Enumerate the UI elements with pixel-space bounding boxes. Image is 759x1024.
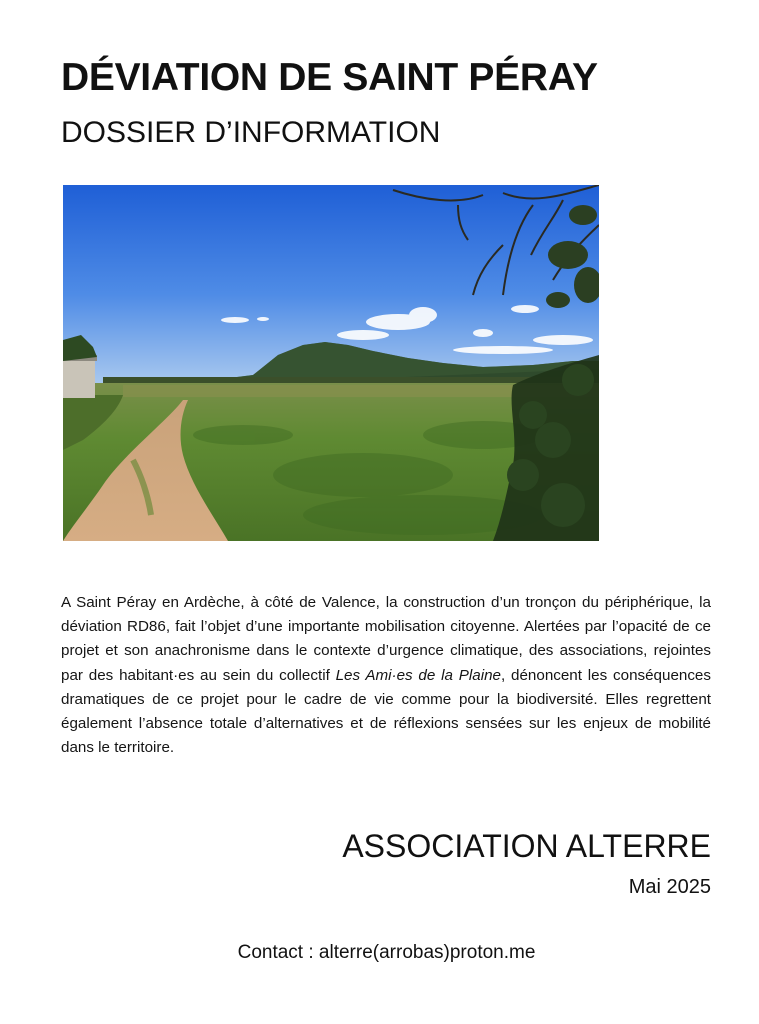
publication-date: Mai 2025 — [628, 876, 711, 898]
document-subtitle: DOSSIER D’INFORMATION — [61, 116, 441, 149]
collective-name: Les Ami·es de la Plaine — [335, 666, 501, 684]
intro-text-part1: A Saint Péray en Ardèche, à côté de Valence, la construction d’un tronçon du périphérique, la déviation RD86, fait l’objet d’une importante mobilisation citoyenne. Alertées par l’opacité de ce projet et son anachronisme dans le contexte d’urgence climatique, des associations, rejointes par des habitant·es au sein du collectif — [61, 594, 711, 684]
contact-email[interactable]: alterre(arrobas)proton.me — [318, 942, 536, 963]
intro-paragraph — [61, 591, 711, 760]
contact-label: Contact : — [237, 942, 319, 963]
cover-photo — [63, 185, 599, 541]
contact-line — [0, 940, 759, 966]
intro-text-part2: , dénoncent les conséquences dramatiques de ce projet pour le cadre de vie comme pour la biodiversité. Elles regrettent également l’absence totale d’alternatives et de réflexions sensées sur les enjeux de mobilité dans le territoire. — [61, 666, 711, 757]
document-title: DÉVIATION DE SAINT PÉRAY — [61, 56, 598, 99]
organization-name: ASSOCIATION ALTERRE — [342, 828, 711, 864]
